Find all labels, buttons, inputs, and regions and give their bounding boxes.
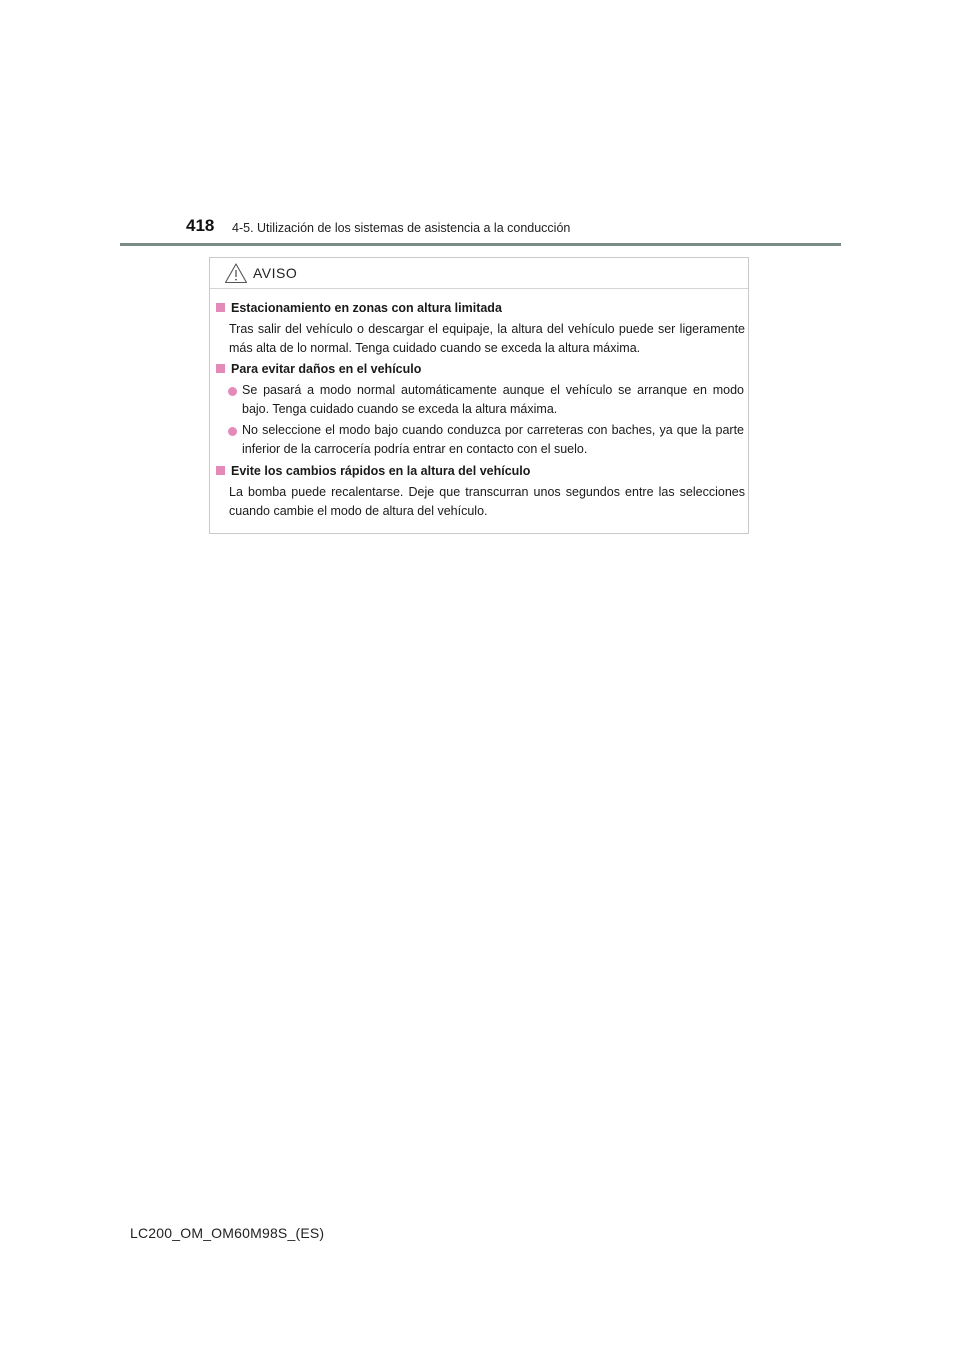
warning-title: AVISO bbox=[253, 265, 298, 281]
bullet-text: Se pasará a modo normal automáticamente aunque el vehículo se arranque en modo bajo. Tenga cuidado cuando se exceda la altura máxima. bbox=[242, 383, 744, 416]
section-heading bbox=[216, 362, 421, 376]
warning-box bbox=[209, 257, 749, 534]
page-number: 418 bbox=[186, 216, 215, 235]
header-divider bbox=[120, 243, 841, 246]
square-bullet-icon bbox=[216, 364, 225, 373]
round-bullet-icon bbox=[228, 387, 237, 396]
square-bullet-icon bbox=[216, 466, 225, 475]
section-paragraph: La bomba puede recalentarse. Deje que transcurran unos segundos entre las selecciones cuando cambie el modo de altura del vehículo. bbox=[229, 485, 745, 518]
warning-header bbox=[210, 258, 748, 289]
document-code: LC200_OM_OM60M98S_(ES) bbox=[130, 1225, 325, 1241]
section-heading bbox=[216, 464, 530, 478]
section-heading bbox=[216, 301, 502, 315]
round-bullet-icon bbox=[228, 427, 237, 436]
square-bullet-icon bbox=[216, 303, 225, 312]
section-title: 4-5. Utilización de los sistemas de asistencia a la conducción bbox=[232, 221, 571, 235]
section-heading-text: Evite los cambios rápidos en la altura del vehículo bbox=[231, 464, 531, 478]
section-heading-text: Estacionamiento en zonas con altura limitada bbox=[231, 301, 502, 315]
section-heading-text: Para evitar daños en el vehículo bbox=[231, 362, 422, 376]
warning-triangle-icon bbox=[224, 262, 248, 284]
section-paragraph: Tras salir del vehículo o descargar el equipaje, la altura del vehículo puede ser ligeramente más alta de lo normal. Tenga cuidado cuando se exceda la altura máxima. bbox=[229, 322, 745, 355]
bullet-text: No seleccione el modo bajo cuando conduzca por carreteras con baches, ya que la parte inferior de la carrocería podría entrar en contacto con el suelo. bbox=[242, 423, 744, 456]
